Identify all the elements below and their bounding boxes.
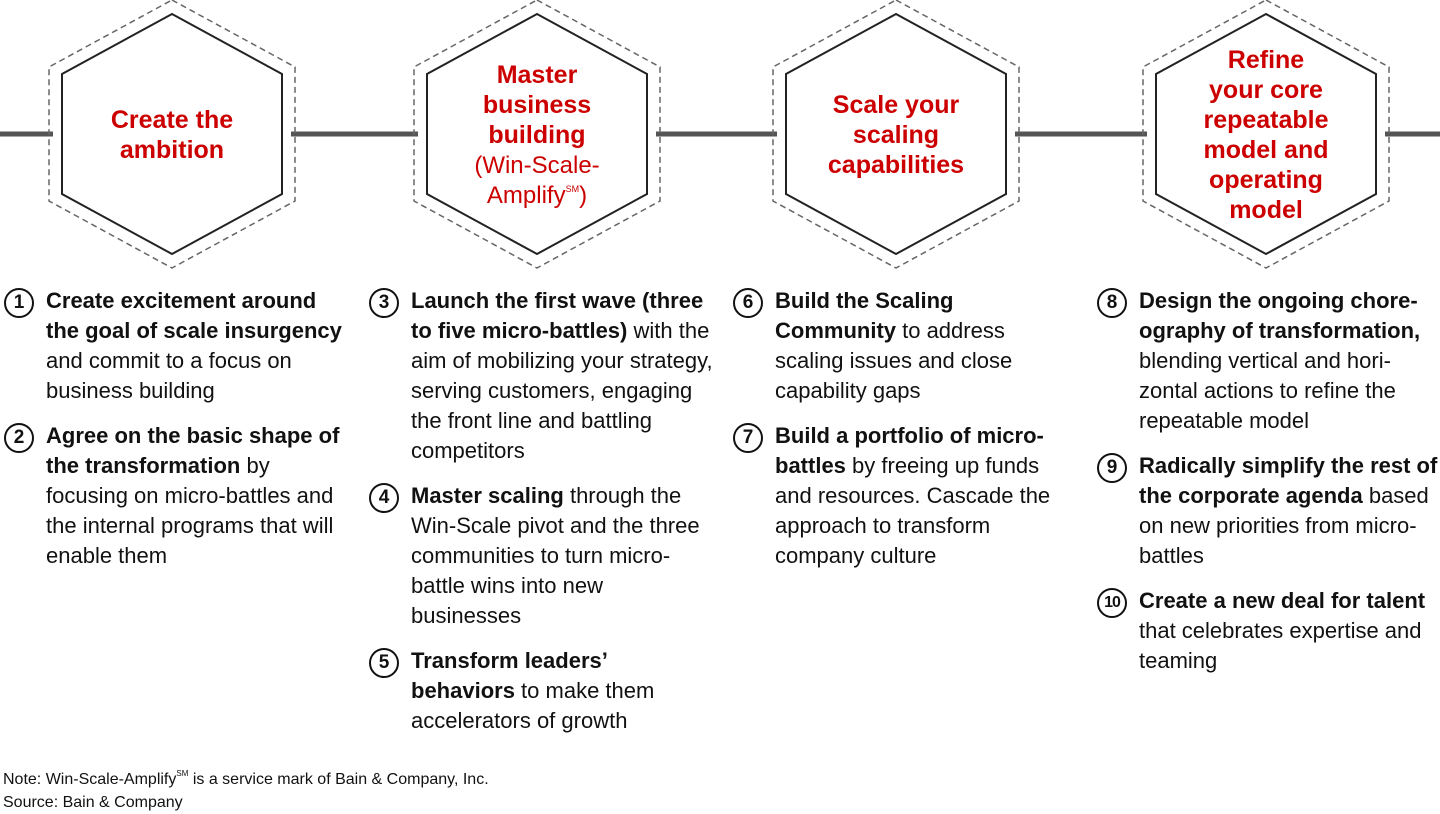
step-number-badge: 1 [4, 288, 34, 318]
step-number-badge: 2 [4, 423, 34, 453]
step-1 [4, 286, 349, 406]
phase-title-line: Scale your [832, 91, 960, 119]
service-mark: SM [565, 184, 580, 194]
step-bold: Transform leaders’ behaviors [411, 648, 607, 703]
step-6 [733, 286, 1078, 406]
step-text: blending vertical and horizontal actions to refine the repeatable model [1139, 348, 1396, 433]
step-text: by freeing up funds and resources. Cascade the approach to transform company culture [775, 453, 1051, 568]
phase-title-line: your core [1209, 76, 1323, 104]
step-number-badge: 5 [369, 648, 399, 678]
service-mark: SM [176, 769, 189, 778]
step-text: based on new priorities from micro-battles [1139, 483, 1429, 568]
footer-notes [3, 762, 489, 814]
phase-title-line: scaling [852, 121, 940, 149]
step-text: and commit to a focus on business building [46, 348, 292, 403]
phase-title-line: building [488, 121, 586, 149]
step-5 [369, 646, 714, 736]
step-number-badge: 9 [1097, 453, 1127, 483]
step-text: through the Win-Scale pivot and the three communities to turn micro-battle wins into new businesses [411, 483, 700, 628]
step-8 [1097, 286, 1440, 436]
step-4 [369, 481, 714, 631]
step-7 [733, 421, 1078, 571]
phase-title-line: Refine [1227, 46, 1305, 74]
step-number-badge: 3 [369, 288, 399, 318]
step-number-badge: 8 [1097, 288, 1127, 318]
footnote-text-rest: is a service mark of Bain & Company, Inc. [188, 771, 489, 788]
hexagon-shape [62, 14, 282, 254]
phase-hexagon-3 [773, 0, 1019, 268]
step-bold: Build a portfolio of micro-battles [775, 423, 1044, 478]
phase-title-line: business [482, 91, 592, 119]
phase-hexagon-1 [49, 0, 295, 268]
phase-title-line: model and [1203, 136, 1329, 164]
step-bold: Design the ongoing choreography of transformation, [1139, 288, 1421, 343]
step-9 [1097, 451, 1440, 571]
footnote-text: Note: Win-Scale-Amplify [3, 771, 177, 788]
phase-title-line: model [1229, 196, 1303, 224]
step-3 [369, 286, 714, 466]
step-bold: Create excitement around the goal of scale insurgency [46, 288, 342, 343]
source-note: Source: Bain & Company [3, 794, 183, 811]
step-10 [1097, 586, 1440, 676]
step-2 [4, 421, 349, 571]
phase-title-line: Create the [110, 106, 234, 134]
steps-column-4 [1097, 286, 1440, 691]
phase-title-line: ambition [119, 136, 225, 164]
step-text: to make them accelerators of growth [411, 678, 655, 733]
steps-column-2 [369, 286, 714, 751]
step-bold: Radically simplify the rest of the corporate agenda [1139, 453, 1438, 508]
phase-diagram [0, 0, 1440, 280]
footnote [3, 762, 489, 791]
phase-hexagon-4 [1143, 0, 1389, 268]
steps-column-3 [733, 286, 1078, 586]
phase-title-line: capabilities [827, 151, 965, 179]
step-number-badge: 4 [369, 483, 399, 513]
step-bold: Create a new deal for talent [1139, 588, 1426, 613]
phase-hexagon-2 [414, 0, 660, 268]
phase-title-line: operating [1209, 166, 1323, 194]
step-number-badge: 6 [733, 288, 763, 318]
step-text: with the aim of mobilizing your strategy, serving customers, engaging the front line and battling competitors [411, 318, 713, 463]
step-bold: Master scaling [411, 483, 564, 508]
step-text: that celebrates expertise and teaming [1139, 618, 1422, 673]
phase-subtitle-line: Amplify℠) [486, 182, 588, 209]
step-bold: Launch the first wave (three to five micro-battles) [411, 288, 704, 343]
step-number-badge: 7 [733, 423, 763, 453]
step-text: to address scaling issues and close capability gaps [775, 318, 1013, 403]
phase-subtitle-line: (Win-Scale- [474, 152, 600, 179]
phase-title-line: Master [496, 61, 578, 89]
phase-title-line: repeatable [1203, 106, 1329, 134]
step-number-badge: 10 [1097, 588, 1127, 618]
step-bold: Agree on the basic shape of the transformation [46, 423, 340, 478]
step-text: by focusing on micro-battles and the internal programs that will enable them [46, 453, 334, 568]
step-bold: Build the Scaling Community [775, 288, 954, 343]
steps-column-1 [4, 286, 349, 586]
